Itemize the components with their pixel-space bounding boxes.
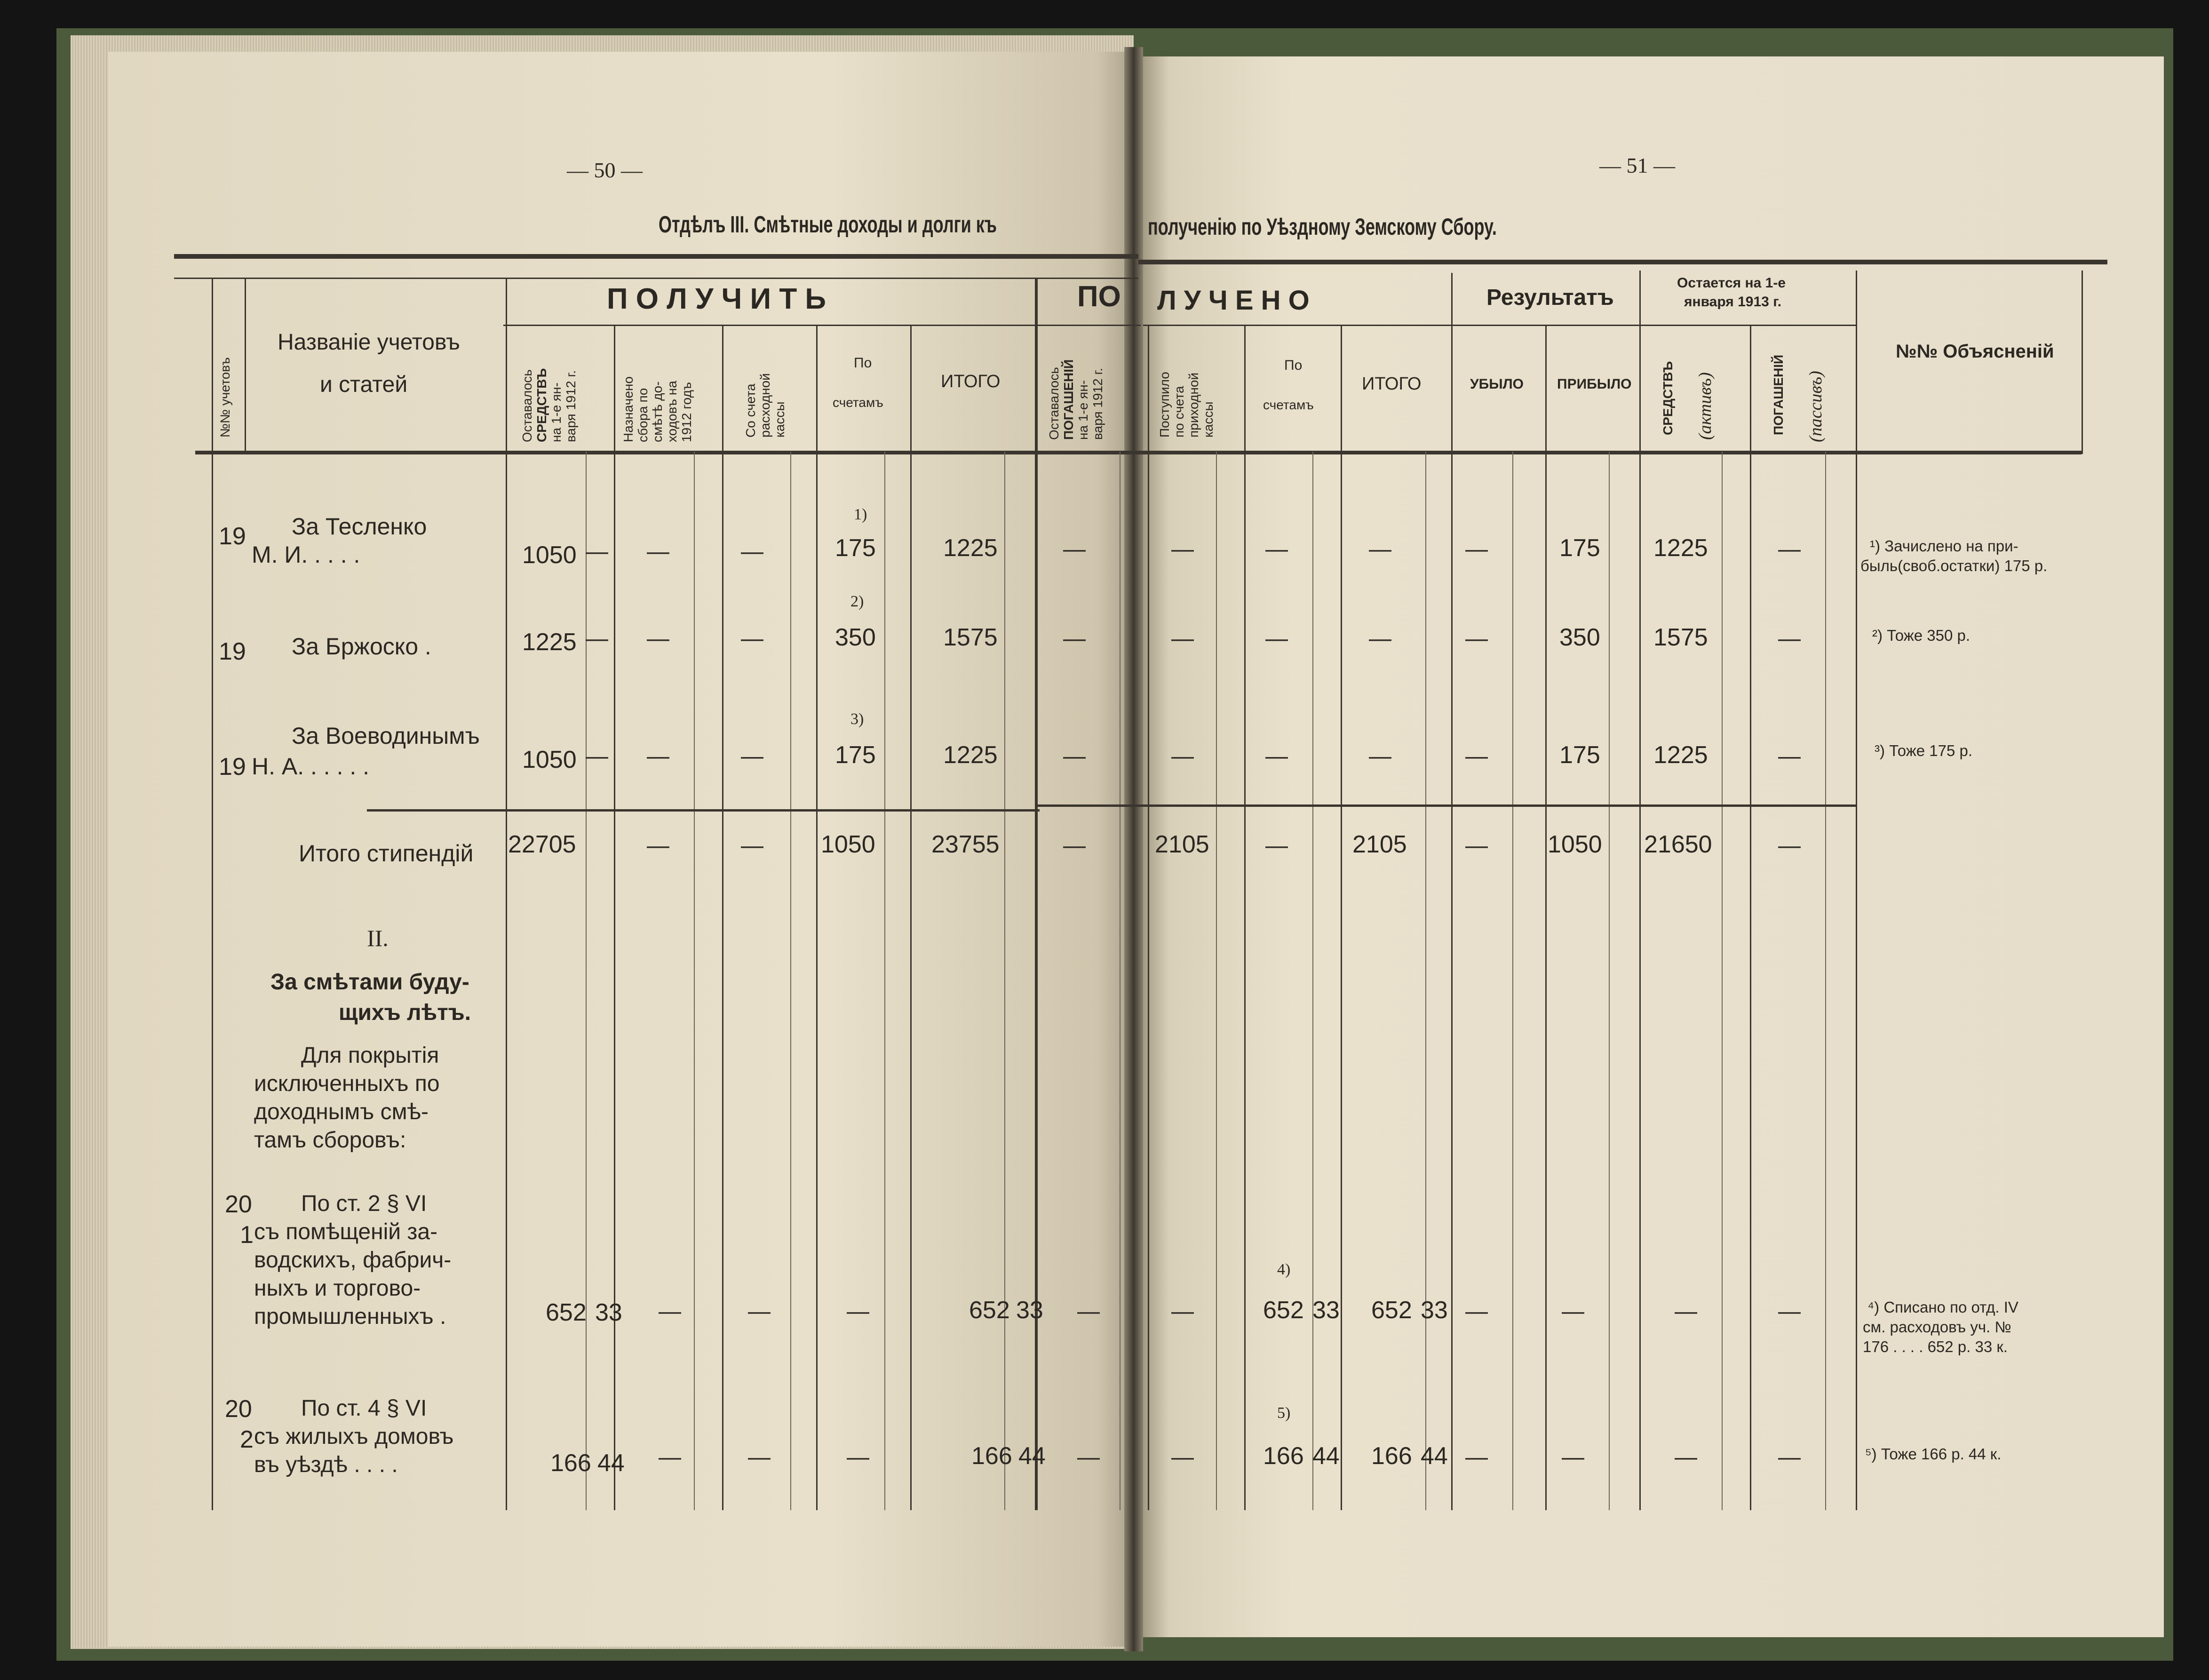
row202-acc-rub: 166 (1263, 1442, 1304, 1470)
col-line (1341, 325, 1342, 1510)
page-number-left: — 50 — (567, 158, 643, 182)
subtotal-rule-right (1037, 804, 1856, 807)
dash: — (1465, 1299, 1488, 1324)
col-line (212, 278, 213, 1510)
row1-means: 1225 (1653, 534, 1708, 562)
row202-tot-kop: 44 (1018, 1442, 1046, 1470)
col-line (245, 278, 246, 452)
remains-subrule (1639, 325, 1856, 326)
row3-name-2: Н. А. . . . . . (252, 753, 370, 780)
header-col-no: №№ учетовъ (218, 357, 232, 438)
row201-tot-rub: 652 (969, 1297, 1010, 1324)
row3-increase: 175 (1559, 741, 1600, 769)
row1-name-1: За Тесленко (292, 513, 427, 540)
row202-tot-rub: 166 (971, 1442, 1012, 1470)
section-heading-1: За смѣтами буду- (270, 970, 469, 995)
col-line-bold (1035, 278, 1038, 1510)
dash: — (748, 1445, 771, 1470)
dash: — (586, 626, 608, 651)
kop-line (1312, 452, 1313, 1510)
dash: — (1778, 626, 1801, 651)
col-line (1244, 325, 1246, 1510)
dash: — (1369, 744, 1391, 769)
col-line (1856, 271, 1857, 1510)
row201-tot2-kop: 33 (1421, 1297, 1448, 1324)
row202-tot2-kop: 44 (1421, 1442, 1448, 1470)
subtotal-accounts: 1050 (821, 831, 875, 858)
kop-line (1425, 452, 1426, 1510)
col-line (614, 325, 615, 1510)
header-group-received-right: Л У Ч Е Н О (1157, 285, 1310, 316)
row202-no-1: 20 (225, 1395, 252, 1423)
book-gutter (1124, 47, 1143, 1651)
header-group-received-left: ПО (1077, 280, 1121, 313)
col-line (1545, 325, 1547, 1510)
row202-name-1: По ст. 4 § VI (301, 1396, 427, 1421)
dash: — (1562, 1445, 1584, 1470)
row2-means: 1575 (1653, 624, 1708, 651)
row2-accounts: 350 (835, 624, 876, 651)
dash: — (847, 1299, 869, 1324)
header-total2: ИТОГО (1362, 374, 1422, 394)
row3-accounts: 175 (835, 741, 876, 769)
header-accounts2-1: По (1284, 358, 1303, 373)
dash: — (1562, 1299, 1584, 1324)
row202-name-2: съ жилыхъ домовъ (254, 1424, 454, 1449)
col-line (1148, 325, 1149, 1510)
header-expense-cash: Со счета расходной кассы (743, 373, 787, 438)
row1-total: 1225 (943, 534, 998, 562)
dash: — (1369, 626, 1391, 651)
dash: — (741, 744, 763, 769)
kop-line (884, 452, 885, 1510)
row201-kop: 33 (595, 1299, 622, 1326)
col-line (1639, 271, 1641, 1510)
dash: — (659, 1299, 681, 1324)
kop-line (694, 452, 695, 1510)
header-col-name-1: Названіе учетовъ (278, 330, 460, 355)
dash: — (1465, 744, 1488, 769)
row202-tot2-rub: 166 (1371, 1442, 1412, 1470)
header-bottom-rule (195, 451, 2082, 454)
dash: — (1465, 537, 1488, 562)
subtotal-debt: 2105 (1155, 831, 1209, 858)
section-desc-1: Для покрытія (301, 1043, 439, 1068)
subtotal-label: Итого стипендій (299, 840, 474, 867)
dash: — (847, 1445, 869, 1470)
kop-line (1004, 452, 1005, 1510)
subtotal-rule-left (367, 809, 1040, 812)
dash: — (1778, 1299, 1801, 1324)
kop-line (1609, 452, 1610, 1510)
col-line (2082, 271, 2083, 454)
subtotal-means: 21650 (1644, 831, 1712, 858)
row201-rub: 652 (546, 1299, 587, 1326)
dash: — (1171, 744, 1194, 769)
dash: — (586, 744, 608, 769)
row1-note-1: ¹) Зачислено на при- (1870, 537, 2018, 555)
top-rule-left (174, 254, 1138, 259)
header-remains-1: Остается на 1-е (1677, 275, 1786, 291)
col-line (1750, 325, 1751, 1510)
dash: — (1465, 1445, 1488, 1470)
dash: — (586, 539, 608, 564)
dash: — (1778, 537, 1801, 562)
row201-no-2: 1 (240, 1221, 254, 1249)
dash: — (1063, 744, 1086, 769)
row2-sup: 2) (850, 593, 864, 610)
col-line (506, 278, 507, 1510)
subheader-rule-left (503, 325, 1141, 326)
header-accounts-2: счетамъ (833, 395, 883, 410)
row2-name-1: За Бржоско . (292, 633, 431, 660)
header-assigned: Назначено сбора по смѣтѣ до- ходовъ на 1912 годъ (621, 376, 694, 442)
dash: — (1465, 626, 1488, 651)
row202-name-3: въ уѣздѣ . . . . (254, 1452, 398, 1477)
row202-rub: 166 (550, 1449, 591, 1477)
row201-no-1: 20 (225, 1191, 252, 1218)
header-debt: Оставалось ПОГАШЕНІЙ на 1-е ян- варя 1912 г. (1047, 359, 1105, 440)
dash: — (1171, 537, 1194, 562)
header-income-cash: Поступило по счета приходной кассы (1157, 372, 1216, 438)
dash: — (1369, 537, 1391, 562)
section-heading-2: щихъ лѣтъ. (339, 1000, 471, 1025)
dash: — (1265, 744, 1288, 769)
header-repay-2: (пассивъ) (1806, 371, 1826, 442)
section-desc-3: доходнымъ смѣ- (254, 1099, 429, 1124)
dash: — (1778, 1445, 1801, 1470)
dash: — (1465, 833, 1488, 858)
row3-total: 1225 (943, 741, 998, 769)
row201-sup: 4) (1277, 1261, 1291, 1278)
subtotal-total2: 2105 (1352, 831, 1407, 858)
row2-increase: 350 (1559, 624, 1600, 651)
section-desc-4: тамъ сборовъ: (254, 1128, 406, 1153)
row202-sup: 5) (1277, 1404, 1291, 1422)
header-increase: ПРИБЫЛО (1557, 376, 1632, 392)
dash: — (647, 833, 669, 858)
row201-note-2: см. расходовъ уч. № (1863, 1318, 2011, 1336)
dash: — (1063, 626, 1086, 651)
dash: — (1265, 537, 1288, 562)
top-rule-right (1138, 260, 2107, 264)
kop-line (1216, 452, 1217, 1510)
col-line (910, 325, 912, 1510)
row201-tot-kop: 33 (1016, 1297, 1043, 1324)
dash: — (1171, 626, 1194, 651)
dash: — (647, 539, 669, 564)
header-rule-left (174, 278, 1138, 279)
row1-note-2: быль(своб.остатки) 175 р. (1860, 557, 2048, 574)
row3-name-1: За Воеводинымъ (292, 723, 480, 749)
dash: — (741, 626, 763, 651)
row3-no: 19 (219, 753, 246, 780)
dash: — (659, 1445, 681, 1470)
row201-note-3: 176 . . . . 652 р. 33 к. (1863, 1338, 2008, 1355)
col-line (1451, 273, 1453, 1510)
row1-remaining: 1050 (522, 541, 577, 569)
col-line (816, 325, 818, 1510)
row1-sup: 1) (854, 506, 867, 523)
row2-total: 1575 (943, 624, 998, 651)
row201-name-5: промышленныхъ . (254, 1304, 446, 1329)
row2-no: 19 (219, 638, 246, 665)
header-repay-1: ПОГАШЕНІЙ (1771, 354, 1786, 435)
header-decrease: УБЫЛО (1470, 376, 1524, 392)
row201-name-1: По ст. 2 § VI (301, 1191, 427, 1216)
page-number-right: — 51 — (1599, 153, 1675, 177)
dash: — (1265, 626, 1288, 651)
row202-note-1: ⁵) Тоже 166 р. 44 к. (1865, 1445, 2002, 1463)
row1-increase: 175 (1559, 534, 1600, 562)
kop-line (1825, 452, 1826, 1510)
section-roman: II. (367, 925, 389, 951)
subtotal-total: 23755 (931, 831, 1000, 858)
kop-line (1512, 452, 1513, 1510)
row1-accounts: 175 (835, 534, 876, 562)
dash: — (647, 744, 669, 769)
dash: — (1778, 744, 1801, 769)
dash: — (748, 1299, 771, 1324)
row202-kop: 44 (597, 1449, 625, 1477)
row201-tot2-rub: 652 (1371, 1297, 1412, 1324)
row3-means: 1225 (1653, 741, 1708, 769)
subheader-rule-right (1143, 325, 1451, 326)
header-group-receive: П О Л У Ч И Т Ь (607, 283, 826, 315)
dash: — (1171, 1445, 1194, 1470)
row3-remaining: 1050 (522, 746, 577, 773)
row201-note-1: ⁴) Списано по отд. IV (1867, 1298, 2018, 1316)
dash: — (647, 626, 669, 651)
dash: — (1063, 833, 1086, 858)
header-group-result: Результатъ (1486, 285, 1614, 310)
row201-name-2: съ помѣщеній за- (254, 1219, 438, 1244)
row2-note-1: ²) Тоже 350 р. (1872, 627, 1971, 644)
header-means-2: (активъ) (1695, 372, 1715, 440)
header-accounts2-2: счетамъ (1263, 398, 1314, 412)
subtotal-remaining: 22705 (508, 831, 576, 858)
row1-name-2: М. И. . . . . (252, 541, 360, 568)
header-remains-2: января 1913 г. (1684, 294, 1782, 310)
kop-line (790, 452, 791, 1510)
dash: — (1171, 1299, 1194, 1324)
dash: — (1265, 833, 1288, 858)
dash: — (1063, 537, 1086, 562)
row3-sup: 3) (850, 710, 864, 728)
row201-name-3: водскихъ, фабрич- (254, 1248, 452, 1273)
section-title-left: Отдѣлъ III. Смѣтные доходы и долги къ (659, 211, 997, 238)
header-col-name-2: и статей (320, 372, 408, 397)
row201-acc-kop: 33 (1312, 1297, 1340, 1324)
header-means-1: СРЕДСТВЪ (1661, 361, 1675, 435)
row202-no-2: 2 (240, 1426, 254, 1453)
subtotal-increase: 1050 (1548, 831, 1602, 858)
dash: — (1675, 1299, 1697, 1324)
col-line (722, 325, 723, 1510)
dash: — (741, 833, 763, 858)
row201-acc-rub: 652 (1263, 1297, 1304, 1324)
kop-line (586, 452, 587, 1510)
kop-line (1722, 452, 1723, 1510)
section-desc-2: исключенныхъ по (254, 1071, 440, 1096)
section-title-right: полученію по Уѣздному Земскому Сбору. (1148, 214, 1497, 240)
row2-remaining: 1225 (522, 629, 577, 656)
row201-name-4: ныхъ и торгово- (254, 1276, 421, 1301)
dash: — (1675, 1445, 1697, 1470)
row1-no: 19 (219, 523, 246, 550)
row3-note-1: ³) Тоже 175 р. (1875, 742, 1973, 759)
header-notes: №№ Объясненій (1896, 341, 2054, 362)
dash: — (1778, 833, 1801, 858)
header-accounts-1: По (854, 355, 872, 371)
header-remaining: Оставалось СРЕДСТВЪ на 1-е ян- варя 1912 г. (520, 368, 578, 442)
dash: — (1077, 1299, 1100, 1324)
row202-acc-kop: 44 (1312, 1442, 1340, 1470)
dash: — (1077, 1445, 1100, 1470)
dash: — (741, 539, 763, 564)
header-total: ИТОГО (941, 372, 1001, 391)
